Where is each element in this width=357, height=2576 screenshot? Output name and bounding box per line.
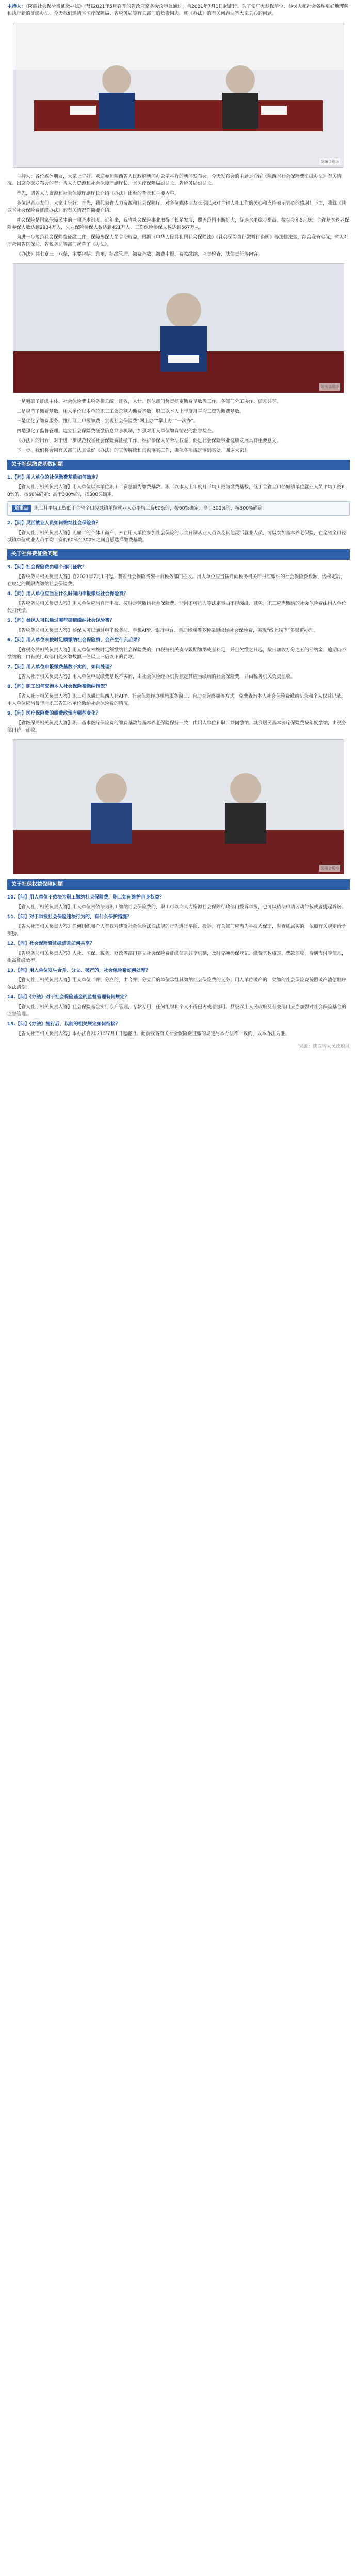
question: 3.【问】社会保险费由哪个部门征收？ xyxy=(7,565,87,570)
question: 6.【问】用人单位未按时足额缴纳社会保险费，会产生什么后果？ xyxy=(7,638,142,643)
body-paragraph: 《办法》共七章三十八条，主要包括：总则、征缴管理、缴费基数、缴费申报、费款缴纳、监督检查、法律责任等内容。 xyxy=(17,252,263,257)
section-title: 关于社保缴费基数问题 xyxy=(7,460,350,470)
photo-caption: 发布会现场 xyxy=(319,865,340,872)
section-title: 关于社保权益保障问题 xyxy=(7,879,350,890)
body-paragraph: 社会保险是国家保障民生的一项基本制度。近年来，我省社会保险事业取得了长足发展，覆盖范围不断扩大，待遇水平稳步提高。截至今年5月底，全省基本养老保险参保人数达到2934万人，失业保险参保人数达到421万人，工伤保险参保人数达到567万人。 xyxy=(7,218,349,230)
callout-tag: 划重点 xyxy=(12,505,31,512)
body-paragraph: 各位记者朋友们：大家上午好！首先，我代表省人力资源和社会保障厅，对各位媒体朋友长期以来对全省人社工作的关心和支持表示衷心的感谢！下面，我就《陕西省社会保险费征缴办法》的有关情况作简要介绍。 xyxy=(7,201,347,213)
answer: 【省税务局相关负责人答】用人单位应当自行申报、按时足额缴纳社会保险费，非因不可抗力等法定事由不得缓缴、减免。职工应当缴纳的社会保险费由用人单位代扣代缴。 xyxy=(7,601,347,614)
answer: 【省人社厅相关负责人答】社会保险基金实行专户管理，专款专用，任何组织和个人不得侵占或者挪用。县级以上人民政府及有关部门应当加强对社会保险基金的监督管理。 xyxy=(7,1005,347,1017)
question: 11.【问】对于举报社会保险违法行为的，有什么保护措施？ xyxy=(7,914,132,920)
answer: 【省人社厅相关负责人答】本办法自2021年7月1日起施行。此前我省有关社会保险费征缴的规定与本办法不一致的，以本办法为准。 xyxy=(17,1031,290,1037)
answer: 【省人社厅相关负责人答】无雇工的个体工商户、未在用人单位参加社会保险的非全日制从业人员以及其他灵活就业人员，可以参加基本养老保险，在全省全口径城镇单位就业人员平均工资的60%至300%之间自愿选择缴费基数。 xyxy=(7,531,347,543)
question: 13.【问】用人单位发生合并、分立、破产的，社会保险费如何处理？ xyxy=(7,968,150,973)
answer: 【省人社厅相关负责人答】用人单位申报缴费基数不实的，由社会保险经办机构核定其应当缴纳的社会保险费，并由税务机关负责征收。 xyxy=(17,674,296,680)
question: 2.【问】灵活就业人员如何缴纳社会保险费？ xyxy=(7,521,101,526)
source-caption: 来源：陕西省人民政府网 xyxy=(298,1044,350,1049)
body-paragraph: 三是优化了缴费服务。推行网上申报缴费，实现社会保险费“网上办”“掌上办”“一次办”。 xyxy=(17,419,198,424)
answer: 【省税务局相关负责人答】用人单位未按时足额缴纳社会保险费的，由税务机关责令限期缴纳或者补足，并自欠缴之日起，按日加收万分之五的滞纳金；逾期仍不缴纳的，由有关行政部门处欠缴数额一倍以上三倍以下的罚款。 xyxy=(7,648,347,660)
answer: 【省人社厅相关负责人答】用人单位未依法为职工缴纳社会保险费的，职工可以向人力资源社会保障行政部门投诉举报，也可以依法申请劳动仲裁或者提起诉讼。 xyxy=(17,905,347,910)
question: 10.【问】用人单位不依法为职工缴纳社会保险费，职工如何维护自身权益？ xyxy=(7,895,164,900)
intro-text: 《陕西社会保险费征缴办法》已经2021年5月召开的省政府常务会议审议通过，自2021年7月1日起施行。为了使广大参保单位、参保人和社会各界更好地理解和执行新的征缴办法，今天我们邀请省医疗保障局、省税务局等有关部门的负责同志，就《办法》的有关问题回答大家关心的问题。 xyxy=(7,4,349,16)
answer: 【省人社厅相关负责人答】任何组织和个人有权对违反社会保险法律法规的行为进行举报、投诉。有关部门应当为举报人保密，对查证属实的，依照有关规定给予奖励。 xyxy=(7,924,347,937)
body-paragraph: 下一步，我们将会同有关部门认真做好《办法》的宣传解读和贯彻落实工作，确保各项规定落到实处。谢谢大家！ xyxy=(17,448,249,453)
body-paragraph: 《办法》的出台，对于进一步规范我省社会保险费征缴工作、维护参保人员合法权益、促进社会保险事业健康发展具有重要意义。 xyxy=(17,438,282,444)
question: 1.【问】用人单位的社保缴费基数如何确定？ xyxy=(7,475,101,480)
callout-text: 职工月平均工资低于全省全口径城镇单位就业人员平均工资60%的，按60%确定；高于300%的，按300%确定。 xyxy=(34,506,267,511)
press-conference-photo-2 xyxy=(13,739,344,874)
body-paragraph: 一是明确了征缴主体。社会保险费由税务机关统一征收，人社、医保部门负责核定缴费基数等工作，各部门分工协作、信息共享。 xyxy=(17,399,282,404)
speaker-photo xyxy=(13,263,344,393)
body-paragraph: 为进一步规范社会保险费征缴工作，保障参保人员合法权益，根据《中华人民共和国社会保险法》《社会保险费征缴暂行条例》等法律法规，结合我省实际，省人社厅会同省医保局、省税务局等部门起草了《办法》。 xyxy=(7,235,349,247)
body-paragraph: 首先，请省人力资源和社会保障厅副厅长介绍《办法》出台的背景和主要内容。 xyxy=(17,191,180,196)
question: 7.【问】用人单位申报缴费基数不实的，如何处理？ xyxy=(7,665,115,670)
question: 12.【问】社会保险费征缴信息如何共享？ xyxy=(7,941,94,946)
question: 5.【问】参保人可以通过哪些渠道缴纳社会保险费？ xyxy=(7,618,115,623)
answer: 【省税务局相关负责人答】自2021年7月1日起，我省社会保险费统一由税务部门征收。用人单位应当按月向税务机关申报应缴纳的社会保险费数额，经核定后，在规定的期限内缴纳社会保险费。 xyxy=(7,574,346,587)
photo-caption: 发布会现场 xyxy=(319,383,340,391)
section-title: 关于社保费征缴问题 xyxy=(7,549,350,560)
body-paragraph: 四是强化了监督管理。建立社会保险费征缴信息共享机制，加强对用人单位缴费情况的监督检查。 xyxy=(17,429,217,434)
intro-speaker: 主持人： xyxy=(7,4,26,9)
answer: 【省人社厅相关负责人答】用人单位以本单位职工工资总额为缴费基数。职工以本人上年度月平均工资为缴费基数，低于全省全口径城镇单位就业人员平均工资60%的，按60%确定；高于300%的，按300%确定。 xyxy=(7,485,345,497)
body-paragraph: 主持人：各位媒体朋友，大家上午好！欢迎参加陕西省人民政府新闻办公室举行的新闻发布会。今天发布会的主题是介绍《陕西省社会保险费征缴办法》有关情况。出席今天发布会的有：省人力资源和社会保障厅副厅长、省医疗保障局副局长、省税务局副局长。 xyxy=(7,174,342,187)
highlight-callout xyxy=(7,501,350,516)
answer: 【省税务局相关负责人答】参保人可以通过电子税务局、手机APP、银行柜台、自助终端等多种渠道缴纳社会保险费，实现“线上线下”多渠道办理。 xyxy=(17,628,318,633)
answer: 【省人社厅相关负责人答】职工可以通过陕西人社APP、社会保险经办机构服务窗口、自助查询终端等方式，免费查询本人社会保险费缴纳记录和个人权益记录。用人单位应当每年向职工告知本单位缴纳社会保险费的情况。 xyxy=(7,694,346,706)
press-conference-photo xyxy=(13,23,344,168)
photo-illustration xyxy=(13,264,344,393)
answer: 【省医保局相关负责人答】职工基本医疗保险费的缴费基数与基本养老保险保持一致，由用人单位和职工共同缴纳。城乡居民基本医疗保险费按年度缴纳，由税务部门统一征收。 xyxy=(7,721,347,733)
article xyxy=(0,0,357,1063)
body-paragraph: 二是规范了缴费基数。用人单位以本单位职工工资总额为缴费基数，职工以本人上年度月平均工资为缴费基数。 xyxy=(17,409,245,414)
photo-illustration xyxy=(13,740,344,874)
intro-paragraph xyxy=(7,3,350,18)
answer: 【省人社厅相关负责人答】用人单位合并、分立的，由合并、分立后的单位承继其缴纳社会保险费的义务；用人单位破产的，欠缴的社会保险费按照破产清偿顺序依法清偿。 xyxy=(7,978,347,990)
question: 4.【问】用人单位应当在什么时间内申报缴纳社会保险费？ xyxy=(7,591,128,597)
question: 14.【问】《办法》对于社会保险基金的监督管理有何规定？ xyxy=(7,995,129,1000)
answer: 【省税务局相关负责人答】人社、医保、税务、财政等部门建立社会保险费征缴信息共享机制，及时交换参保登记、缴费基数核定、费款征收、待遇支付等信息，提高征缴效率。 xyxy=(7,951,347,963)
question: 9.【问】医疗保险费的缴费政策有哪些变化？ xyxy=(7,711,101,716)
photo-illustration xyxy=(13,23,344,167)
question: 8.【问】职工如何查询本人社会保险费缴纳情况？ xyxy=(7,684,110,689)
question: 15.【问】《办法》施行后，以前的相关规定如何衔接？ xyxy=(7,1022,120,1027)
photo-caption: 发布会现场 xyxy=(319,158,340,165)
